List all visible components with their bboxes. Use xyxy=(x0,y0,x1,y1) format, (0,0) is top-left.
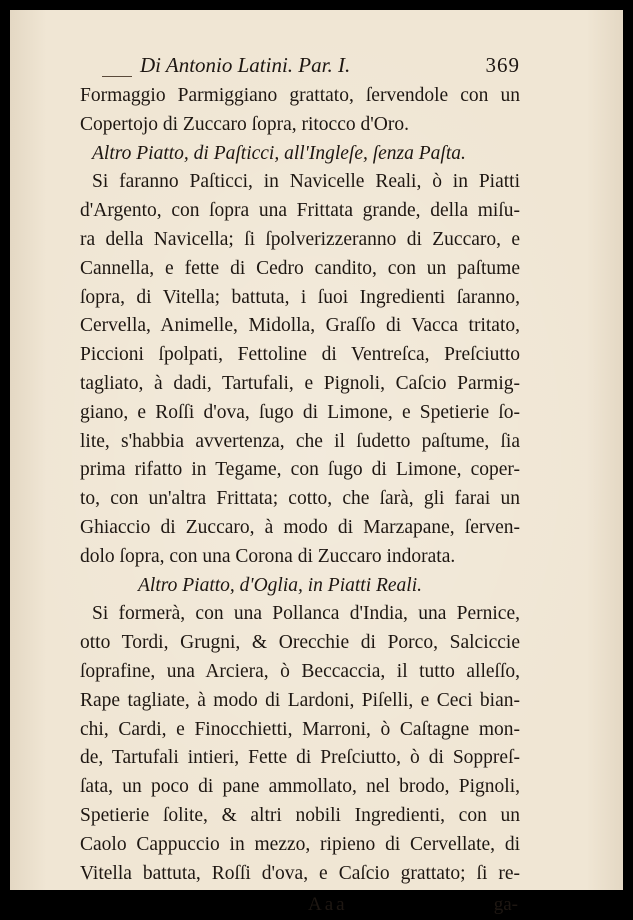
section-heading: Altro Piatto, di Paſticci, all'Ingleſe, ſenza Paſta. xyxy=(92,142,466,164)
text-line: giano, e Roſſi d'ova, ſugo di Limone, e Spetierie ſo- xyxy=(80,401,520,423)
running-head xyxy=(80,48,520,82)
text-line: Vitella battuta, Roſſi d'ova, e Caſcio grattato; ſi re- xyxy=(80,862,520,884)
page-number: 369 xyxy=(485,53,520,77)
text-line: Rape tagliate, à modo di Lardoni, Piſelli, e Ceci bian- xyxy=(80,689,520,711)
text-line: ſata, un poco di pane ammollato, nel brodo, Pignoli, xyxy=(80,776,520,798)
text-line: Copertojo di Zuccaro ſopra, ritocco d'Oro. xyxy=(80,113,409,135)
text-line: Si faranno Paſticci, in Navicelle Reali, ò in Piatti xyxy=(92,171,520,193)
signature-mark: Aaa xyxy=(308,894,348,916)
text-line: lite, s'habbia avvertenza, che il ſudetto paſtume, ſia xyxy=(80,430,520,452)
section-heading: Altro Piatto, d'Oglia, in Piatti Reali. xyxy=(138,574,423,596)
text-line: tagliato, à dadi, Tartufali, e Pignoli, Caſcio Parmig- xyxy=(80,372,520,394)
text-line: prima rifatto in Tegame, con ſugo di Limone, coper- xyxy=(80,459,520,481)
text-line: ſopra, di Vitella; battuta, i ſuoi Ingredienti ſaranno, xyxy=(80,286,520,308)
text-line: Formaggio Parmiggiano grattato, ſervendole con un xyxy=(80,85,520,106)
text-line: to, con un'altra Frittata; cotto, che ſarà, gli farai un xyxy=(80,488,520,510)
text-line: chi, Cardi, e Finocchietti, Marroni, ò Caſtagne mon- xyxy=(80,718,520,740)
text-line: Cannella, e fette di Cedro candito, con un paſtume xyxy=(80,257,520,279)
text-line: Si formerà, con una Pollanca d'India, una Pernice, xyxy=(92,603,520,625)
text-line: Ghiaccio di Zuccaro, à modo di Marzapane, ſerven- xyxy=(80,516,520,538)
running-title: Di Antonio Latini. Par. I. xyxy=(140,53,351,77)
text-block xyxy=(80,48,520,920)
text-line: Caolo Cappuccio in mezzo, ripieno di Cervellate, di xyxy=(80,833,520,855)
catchword: ga- xyxy=(493,894,518,916)
text-line: d'Argento, con ſopra una Frittata grande, della miſu- xyxy=(80,200,520,222)
head-rule xyxy=(102,76,132,77)
text-line: otto Tordi, Grugni, & Orecchie di Porco, Salciccie xyxy=(80,632,520,654)
text-line: ra della Navicella; ſi ſpolverizzeranno di Zuccaro, e xyxy=(80,228,520,250)
book-page xyxy=(10,10,623,916)
text-line: Spetierie ſolite, & altri nobili Ingredienti, con un xyxy=(80,804,520,826)
text-line: Cervella, Animelle, Midolla, Graſſo di Vacca tritato, xyxy=(80,315,520,337)
text-line: ſoprafine, una Arciera, ò Beccaccia, il tutto alleſſo, xyxy=(80,660,520,682)
text-line: Piccioni ſpolpati, Fettoline di Ventreſca, Preſciutto xyxy=(80,344,520,366)
text-line: dolo ſopra, con una Corona di Zuccaro indorata. xyxy=(80,545,456,567)
page-footer xyxy=(80,890,520,920)
text-line: de, Tartufali intieri, Fette di Preſciutto, ò di Soppreſ- xyxy=(80,747,520,769)
